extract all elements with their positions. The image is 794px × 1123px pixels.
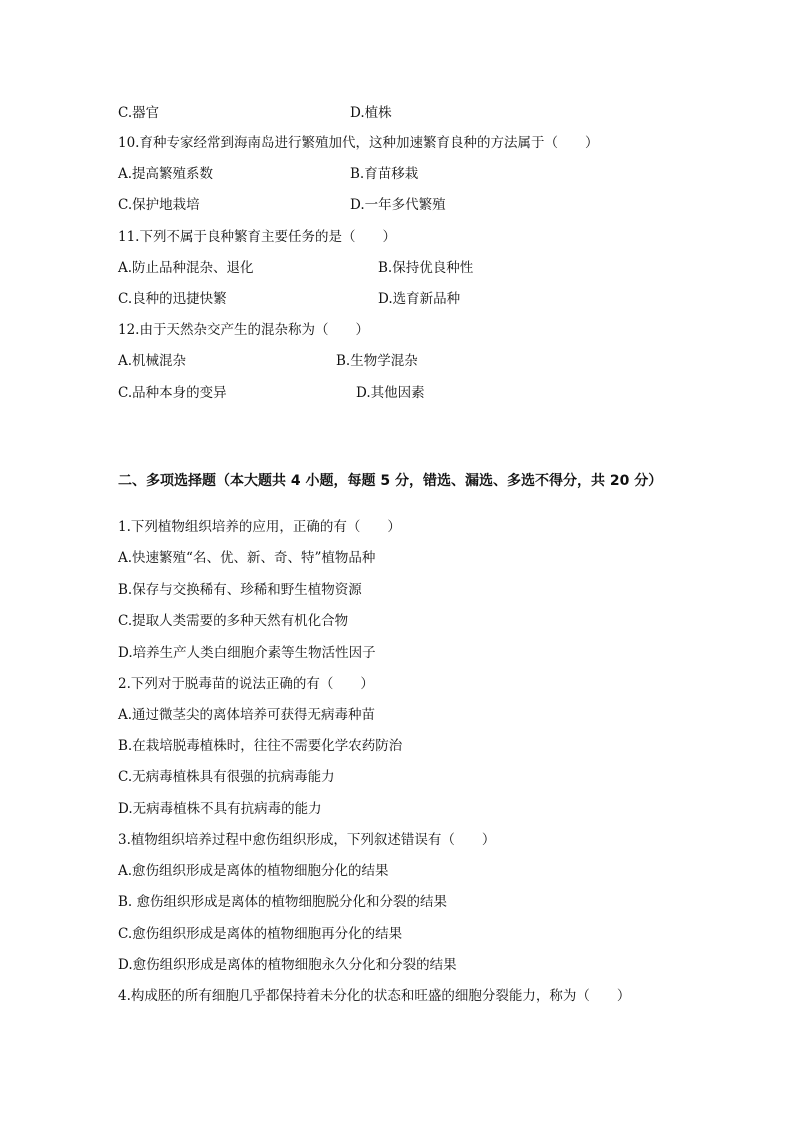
q11-option-c: C.良种的迅捷快繁	[118, 291, 227, 307]
q12-stem: 12.由于天然杂交产生的混杂称为（ ）	[118, 322, 369, 338]
q9-option-d: D.植株	[350, 105, 392, 121]
p2-q1-option-c: C.提取人类需要的多种天然有机化合物	[118, 613, 349, 629]
p2-q3-option-c: C.愈伤组织形成是离体的植物细胞再分化的结果	[118, 926, 403, 942]
q12-option-a: A.机械混杂	[118, 353, 187, 369]
p2-q1-option-b: B.保存与交换稀有、珍稀和野生植物资源	[118, 582, 362, 598]
q12-option-c: C.品种本身的变异	[118, 385, 227, 401]
p2-q1-option-a: A.快速繁殖“名、优、新、奇、特”植物品种	[118, 550, 376, 566]
q11-stem: 11.下列不属于良种繁育主要任务的是（ ）	[118, 229, 396, 245]
p2-q2-option-d: D.无病毒植株不具有抗病毒的能力	[118, 801, 322, 817]
q9-option-c: C.器官	[118, 105, 160, 121]
p2-q2-stem: 2.下列对于脱毒苗的说法正确的有（ ）	[118, 676, 374, 692]
q12-option-d: D.其他因素	[356, 385, 425, 401]
q10-option-b: B.育苗移栽	[350, 166, 419, 182]
section-heading-multiple-choice: 二、多项选择题（本大题共 4 小题，每题 5 分，错选、漏选、多选不得分，共 20 分）	[118, 473, 663, 489]
p2-q2-option-c: C.无病毒植株具有很强的抗病毒能力	[118, 769, 335, 785]
p2-q2-option-a: A.通过微茎尖的离体培养可获得无病毒种苗	[118, 707, 376, 723]
p2-q4-stem: 4.构成胚的所有细胞几乎都保持着未分化的状态和旺盛的细胞分裂能力，称为（ ）	[118, 988, 631, 1004]
p2-q3-option-a: A.愈伤组织形成是离体的植物细胞分化的结果	[118, 863, 389, 879]
p2-q3-stem: 3.植物组织培养过程中愈伤组织形成，下列叙述错误有（ ）	[118, 832, 496, 848]
q10-stem: 10.育种专家经常到海南岛进行繁殖加代，这种加速繁育良种的方法属于（ ）	[118, 135, 599, 151]
q10-option-c: C.保护地栽培	[118, 197, 200, 213]
q10-option-d: D.一年多代繁殖	[350, 197, 446, 213]
q11-option-b: B.保持优良种性	[378, 260, 474, 276]
q12-option-b: B.生物学混杂	[336, 353, 418, 369]
p2-q2-option-b: B.在栽培脱毒植株时，往往不需要化学农药防治	[118, 738, 403, 754]
q11-option-d: D.选育新品种	[378, 291, 461, 307]
p2-q3-option-d: D.愈伤组织形成是离体的植物细胞永久分化和分裂的结果	[118, 957, 457, 973]
q11-option-a: A.防止品种混杂、退化	[118, 260, 254, 276]
p2-q1-option-d: D.培养生产人类白细胞介素等生物活性因子	[118, 645, 376, 661]
p2-q1-stem: 1.下列植物组织培养的应用，正确的有（ ）	[118, 519, 401, 535]
p2-q3-option-b: B. 愈伤组织形成是离体的植物细胞脱分化和分裂的结果	[118, 894, 448, 910]
q10-option-a: A.提高繁殖系数	[118, 166, 214, 182]
